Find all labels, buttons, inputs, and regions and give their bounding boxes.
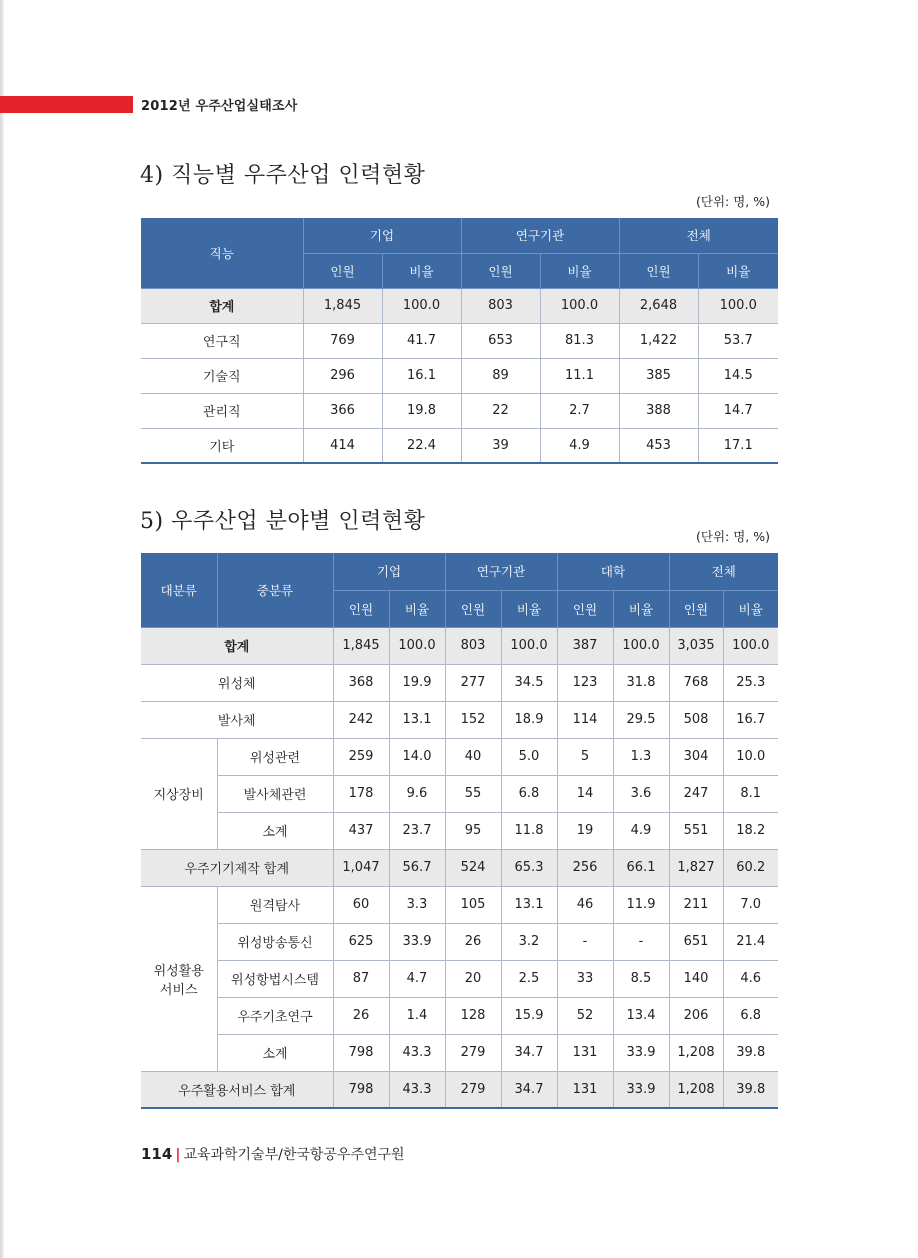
cell: 7.0 xyxy=(723,886,778,923)
cell: 211 xyxy=(669,886,723,923)
cell: 53.7 xyxy=(698,323,778,358)
row-label: 위성체 xyxy=(141,664,333,701)
cell: 803 xyxy=(461,288,540,323)
table-row xyxy=(141,1071,778,1108)
cell: 100.0 xyxy=(723,627,778,664)
cell: 768 xyxy=(669,664,723,701)
table-row xyxy=(141,960,778,997)
cell: 1,845 xyxy=(333,627,389,664)
table-row xyxy=(141,812,778,849)
cell: 19.8 xyxy=(382,393,461,428)
cell: 3.6 xyxy=(613,775,669,812)
cell: 524 xyxy=(445,849,501,886)
cell: 1,827 xyxy=(669,849,723,886)
cell: 39.8 xyxy=(723,1034,778,1071)
row-label: 우주활용서비스 합계 xyxy=(141,1071,333,1108)
cell: 279 xyxy=(445,1034,501,1071)
sub-header: 인원 xyxy=(669,590,723,627)
cell: 100.0 xyxy=(613,627,669,664)
cell: 105 xyxy=(445,886,501,923)
cell: 798 xyxy=(333,1034,389,1071)
cell: 43.3 xyxy=(389,1034,445,1071)
cell: 256 xyxy=(557,849,613,886)
cell: 140 xyxy=(669,960,723,997)
cell: 508 xyxy=(669,701,723,738)
table-row xyxy=(141,1034,778,1071)
section4-unit: (단위: 명, %) xyxy=(696,194,770,209)
cell: 131 xyxy=(557,1071,613,1108)
page-footer xyxy=(141,1144,405,1164)
cell: 304 xyxy=(669,738,723,775)
cell: 242 xyxy=(333,701,389,738)
cell: 39 xyxy=(461,428,540,463)
cell: 279 xyxy=(445,1071,501,1108)
cell: 60 xyxy=(333,886,389,923)
section4-title: 4) 직능별 우주산업 인력현황 xyxy=(140,163,426,188)
cell: 8.5 xyxy=(613,960,669,997)
row-label: 우주기기제작 합계 xyxy=(141,849,333,886)
row-label: 관리직 xyxy=(141,393,303,428)
table-row xyxy=(141,358,778,393)
cell: 3,035 xyxy=(669,627,723,664)
cell: 128 xyxy=(445,997,501,1034)
header-accent-bar xyxy=(0,96,133,113)
cell: 89 xyxy=(461,358,540,393)
cell: 3.3 xyxy=(389,886,445,923)
cell: 100.0 xyxy=(698,288,778,323)
row-label: 기술직 xyxy=(141,358,303,393)
cell: 1,047 xyxy=(333,849,389,886)
cell: 81.3 xyxy=(540,323,619,358)
sub-header: 인원 xyxy=(557,590,613,627)
cell: 803 xyxy=(445,627,501,664)
table-row xyxy=(141,775,778,812)
cell: 798 xyxy=(333,1071,389,1108)
cell: 13.1 xyxy=(501,886,557,923)
sub-header: 비율 xyxy=(540,253,619,288)
section5-unit: (단위: 명, %) xyxy=(696,529,770,544)
cell: 34.7 xyxy=(501,1034,557,1071)
cell: 1,208 xyxy=(669,1071,723,1108)
row-label: 소계 xyxy=(217,1034,333,1071)
cell: 247 xyxy=(669,775,723,812)
cell: - xyxy=(557,923,613,960)
cell: 26 xyxy=(445,923,501,960)
cell: 31.8 xyxy=(613,664,669,701)
cell: 13.1 xyxy=(389,701,445,738)
cell: 19 xyxy=(557,812,613,849)
cell: 259 xyxy=(333,738,389,775)
field-table xyxy=(141,553,778,1109)
cell: 19.9 xyxy=(389,664,445,701)
job-function-table xyxy=(141,218,778,464)
group-header: 연구기관 xyxy=(461,218,619,253)
cell: 87 xyxy=(333,960,389,997)
cell: 206 xyxy=(669,997,723,1034)
cell: 11.9 xyxy=(613,886,669,923)
cell: 1.3 xyxy=(613,738,669,775)
col-header-minor: 중분류 xyxy=(217,553,333,627)
cell: 23.7 xyxy=(389,812,445,849)
cell: 14.5 xyxy=(698,358,778,393)
cell: 5.0 xyxy=(501,738,557,775)
sub-header: 비율 xyxy=(698,253,778,288)
cell: 4.9 xyxy=(540,428,619,463)
cell: 653 xyxy=(461,323,540,358)
cell: 33.9 xyxy=(613,1071,669,1108)
cell: 100.0 xyxy=(501,627,557,664)
cell: 34.7 xyxy=(501,1071,557,1108)
cell: 100.0 xyxy=(382,288,461,323)
cell: 1,208 xyxy=(669,1034,723,1071)
row-label: 우주기초연구 xyxy=(217,997,333,1034)
cell: 453 xyxy=(619,428,698,463)
cell: 385 xyxy=(619,358,698,393)
cell: 46 xyxy=(557,886,613,923)
sub-header: 비율 xyxy=(613,590,669,627)
cell: 16.7 xyxy=(723,701,778,738)
cell: 16.1 xyxy=(382,358,461,393)
cell: 152 xyxy=(445,701,501,738)
cell: - xyxy=(613,923,669,960)
cell: 34.5 xyxy=(501,664,557,701)
row-label: 위성관련 xyxy=(217,738,333,775)
sub-header: 인원 xyxy=(303,253,382,288)
cell: 123 xyxy=(557,664,613,701)
cell: 55 xyxy=(445,775,501,812)
cell: 14 xyxy=(557,775,613,812)
cell: 66.1 xyxy=(613,849,669,886)
cell: 296 xyxy=(303,358,382,393)
table-row xyxy=(141,849,778,886)
sub-header: 비율 xyxy=(382,253,461,288)
cell: 65.3 xyxy=(501,849,557,886)
cell: 3.2 xyxy=(501,923,557,960)
table-row xyxy=(141,701,778,738)
row-label: 합계 xyxy=(141,288,303,323)
cell: 60.2 xyxy=(723,849,778,886)
cell: 100.0 xyxy=(540,288,619,323)
cell: 4.9 xyxy=(613,812,669,849)
footer-separator: | xyxy=(175,1147,181,1163)
cell: 15.9 xyxy=(501,997,557,1034)
table-row xyxy=(141,323,778,358)
cell: 11.8 xyxy=(501,812,557,849)
cell: 4.6 xyxy=(723,960,778,997)
cell: 43.3 xyxy=(389,1071,445,1108)
row-label: 기타 xyxy=(141,428,303,463)
cell: 551 xyxy=(669,812,723,849)
cell: 6.8 xyxy=(723,997,778,1034)
page-number: 114 xyxy=(141,1145,173,1163)
section5-title: 5) 우주산업 분야별 인력현황 xyxy=(140,509,426,534)
group-header: 기업 xyxy=(303,218,461,253)
row-label: 합계 xyxy=(141,627,333,664)
sub-header: 비율 xyxy=(389,590,445,627)
running-header: 2012년 우주산업실태조사 xyxy=(141,99,298,114)
cell: 14.0 xyxy=(389,738,445,775)
table-row xyxy=(141,393,778,428)
cell: 95 xyxy=(445,812,501,849)
table-row xyxy=(141,738,778,775)
cell: 388 xyxy=(619,393,698,428)
cell: 52 xyxy=(557,997,613,1034)
cell: 2.5 xyxy=(501,960,557,997)
major-label-line1: 위성활용 xyxy=(153,963,204,979)
cell: 41.7 xyxy=(382,323,461,358)
sub-header: 인원 xyxy=(461,253,540,288)
cell: 4.7 xyxy=(389,960,445,997)
sub-header: 인원 xyxy=(333,590,389,627)
cell: 18.9 xyxy=(501,701,557,738)
major-label-line2: 서비스 xyxy=(159,982,198,998)
row-label: 연구직 xyxy=(141,323,303,358)
group-header: 전체 xyxy=(619,218,778,253)
cell: 2.7 xyxy=(540,393,619,428)
table-row xyxy=(141,923,778,960)
cell: 11.1 xyxy=(540,358,619,393)
sub-header: 인원 xyxy=(445,590,501,627)
page-edge xyxy=(0,0,4,1258)
table-row xyxy=(141,664,778,701)
group-header: 연구기관 xyxy=(445,553,557,590)
row-label: 발사체관련 xyxy=(217,775,333,812)
cell: 9.6 xyxy=(389,775,445,812)
row-label: 위성항법시스템 xyxy=(217,960,333,997)
cell: 56.7 xyxy=(389,849,445,886)
row-label: 발사체 xyxy=(141,701,333,738)
cell: 13.4 xyxy=(613,997,669,1034)
cell: 33.9 xyxy=(613,1034,669,1071)
table-row xyxy=(141,288,778,323)
cell: 387 xyxy=(557,627,613,664)
cell: 39.8 xyxy=(723,1071,778,1108)
major-category-label: 지상장비 xyxy=(141,738,217,849)
cell: 22.4 xyxy=(382,428,461,463)
cell: 22 xyxy=(461,393,540,428)
cell: 437 xyxy=(333,812,389,849)
cell: 26 xyxy=(333,997,389,1034)
cell: 25.3 xyxy=(723,664,778,701)
table-row xyxy=(141,997,778,1034)
group-header: 전체 xyxy=(669,553,778,590)
cell: 1.4 xyxy=(389,997,445,1034)
cell: 29.5 xyxy=(613,701,669,738)
cell: 651 xyxy=(669,923,723,960)
col-header-job: 직능 xyxy=(141,218,303,288)
cell: 5 xyxy=(557,738,613,775)
group-header: 대학 xyxy=(557,553,669,590)
row-label: 원격탐사 xyxy=(217,886,333,923)
sub-header: 비율 xyxy=(723,590,778,627)
cell: 33.9 xyxy=(389,923,445,960)
table-row xyxy=(141,627,778,664)
cell: 1,845 xyxy=(303,288,382,323)
cell: 10.0 xyxy=(723,738,778,775)
sub-header: 인원 xyxy=(619,253,698,288)
table-row xyxy=(141,428,778,463)
group-header: 기업 xyxy=(333,553,445,590)
cell: 33 xyxy=(557,960,613,997)
sub-header: 비율 xyxy=(501,590,557,627)
row-label: 위성방송통신 xyxy=(217,923,333,960)
cell: 21.4 xyxy=(723,923,778,960)
cell: 769 xyxy=(303,323,382,358)
major-category-label xyxy=(141,886,217,1071)
cell: 18.2 xyxy=(723,812,778,849)
cell: 40 xyxy=(445,738,501,775)
cell: 414 xyxy=(303,428,382,463)
cell: 114 xyxy=(557,701,613,738)
cell: 8.1 xyxy=(723,775,778,812)
cell: 20 xyxy=(445,960,501,997)
cell: 2,648 xyxy=(619,288,698,323)
cell: 6.8 xyxy=(501,775,557,812)
cell: 14.7 xyxy=(698,393,778,428)
table-row xyxy=(141,886,778,923)
cell: 17.1 xyxy=(698,428,778,463)
cell: 100.0 xyxy=(389,627,445,664)
footer-org: 교육과학기술부/한국항공우주연구원 xyxy=(183,1147,405,1163)
cell: 625 xyxy=(333,923,389,960)
cell: 366 xyxy=(303,393,382,428)
cell: 368 xyxy=(333,664,389,701)
cell: 277 xyxy=(445,664,501,701)
cell: 1,422 xyxy=(619,323,698,358)
row-label: 소계 xyxy=(217,812,333,849)
col-header-major: 대분류 xyxy=(141,553,217,627)
cell: 131 xyxy=(557,1034,613,1071)
cell: 178 xyxy=(333,775,389,812)
